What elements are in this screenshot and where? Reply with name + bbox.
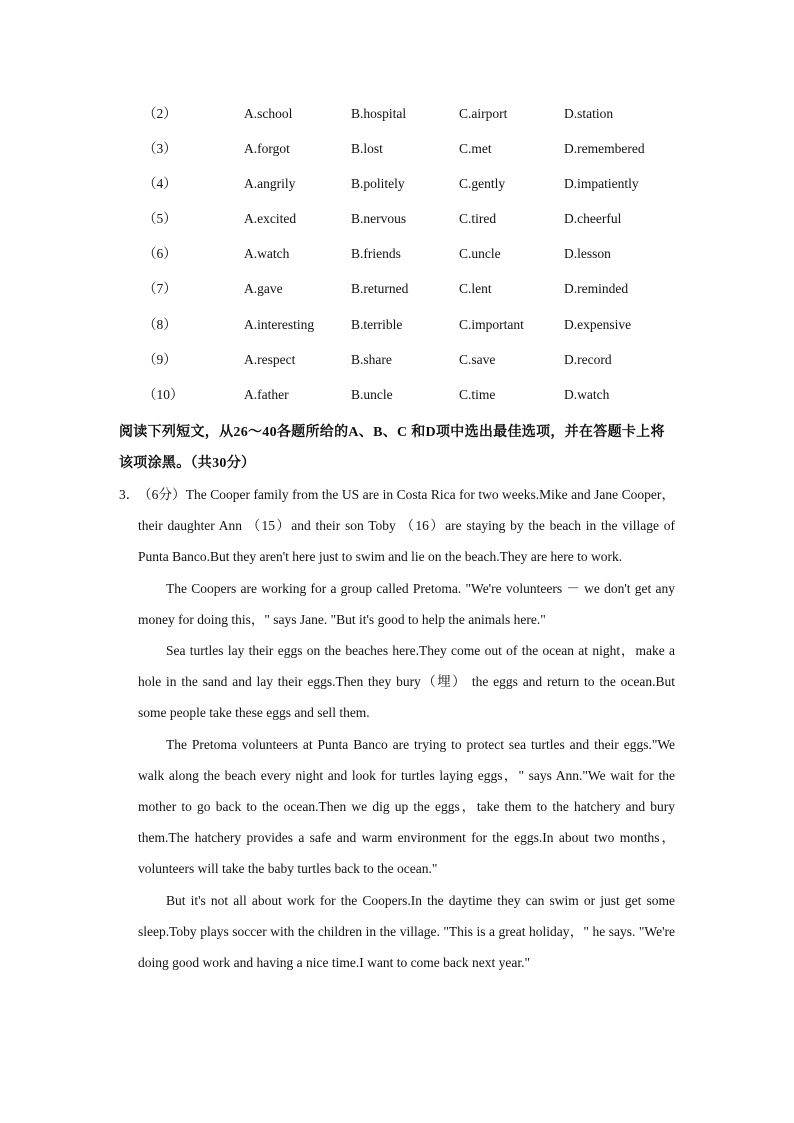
option-b: B.uncle (351, 386, 393, 402)
option-c: C.tired (459, 211, 497, 227)
option-b: B.friends (351, 246, 401, 262)
option-a: A.father (244, 386, 289, 402)
item-number: （9） (143, 351, 177, 367)
item-number: （7） (143, 281, 177, 297)
option-row-2 (0, 102, 794, 137)
passage-paragraph-3: Sea turtles lay their eggs on the beaches here.They come out of the ocean at night，make a hole in the sand and lay their eggs.Then they bury（埋） the eggs and return to the ocean.But some people take these eggs and sell them. (138, 643, 675, 721)
option-d: D.watch (564, 386, 610, 402)
option-a: A.gave (244, 281, 283, 297)
option-a: A.school (244, 106, 293, 121)
option-b: B.share (351, 351, 392, 367)
option-a: A.excited (244, 211, 297, 227)
question-number: 3． (119, 487, 140, 502)
reading-passage (119, 479, 675, 978)
option-d: D.lesson (564, 246, 611, 262)
passage-paragraph-1: （6分）The Cooper family from the US are in Costa Rica for two weeks.Mike and Jane Cooper，their daughter Ann （15）and their son Toby （16）are staying by the beach in the village of Punta Banco.But they aren't here just to swim and lie on the beach.They are here to work. (138, 487, 675, 565)
option-row-6 (0, 242, 794, 277)
item-number: （10） (143, 386, 184, 402)
passage-paragraph-5: But it's not all about work for the Coopers.In the daytime they can swim or just get some sleep.Toby plays soccer with the children in the village. "This is a great holiday，" he says. "We're doing good work and having a nice time.I want to come back next year." (138, 892, 675, 971)
option-d: D.expensive (564, 316, 632, 332)
item-number: （3） (143, 141, 177, 157)
item-number: （6） (143, 246, 177, 262)
option-b: B.terrible (351, 316, 403, 332)
passage-paragraph-4: The Pretoma volunteers at Punta Banco are trying to protect sea turtles and their eggs."We walk along the beach every night and look for turtles laying eggs，" says Ann."We wait for the mother to go back to the ocean.Then we dig up the eggs，take them to the hatchery and bury them.The hatchery provides a safe and warm environment for the eggs.In about two months，volunteers will take the baby turtles back to the ocean." (138, 736, 675, 877)
option-d: D.station (564, 106, 614, 121)
option-c: C.time (459, 386, 496, 402)
item-number: （4） (143, 176, 177, 192)
option-row-7 (0, 277, 794, 312)
option-a: A.respect (244, 351, 296, 367)
option-b: B.politely (351, 176, 405, 192)
option-b: B.returned (351, 281, 409, 297)
option-b: B.lost (351, 141, 383, 157)
section-instruction: 阅读下列短文，从26～40各题所给的A、B、C 和D项中选出最佳选项，并在答题卡上将该项涂黑。（共30分） (119, 425, 665, 471)
options-table (0, 102, 794, 418)
option-a: A.forgot (244, 141, 290, 157)
option-row-4 (0, 172, 794, 207)
item-number: （8） (143, 316, 177, 332)
option-c: C.airport (459, 106, 508, 121)
option-d: D.impatiently (564, 176, 639, 192)
option-c: C.gently (459, 176, 506, 192)
option-row-5 (0, 207, 794, 242)
option-c: C.important (459, 316, 524, 332)
option-row-9 (0, 348, 794, 383)
option-d: D.cheerful (564, 211, 622, 227)
option-b: B.hospital (351, 106, 407, 121)
option-c: C.met (459, 141, 492, 157)
passage-paragraph-2: The Coopers are working for a group called Pretoma. "We're volunteers － we don't get any money for doing this，" says Jane. "But it's good to help the animals here." (138, 580, 675, 627)
item-number: （5） (143, 211, 177, 227)
option-row-3 (0, 137, 794, 172)
option-row-10 (0, 383, 794, 418)
option-d: D.remembered (564, 141, 645, 157)
option-a: A.watch (244, 246, 290, 262)
option-c: C.save (459, 351, 496, 367)
option-b: B.nervous (351, 211, 407, 227)
option-c: C.uncle (459, 246, 501, 262)
option-row-8 (0, 313, 794, 348)
option-d: D.reminded (564, 281, 629, 297)
option-a: A.interesting (244, 316, 315, 332)
option-d: D.record (564, 351, 612, 367)
item-number: （2） (143, 106, 177, 121)
option-a: A.angrily (244, 176, 296, 192)
option-c: C.lent (459, 281, 492, 297)
